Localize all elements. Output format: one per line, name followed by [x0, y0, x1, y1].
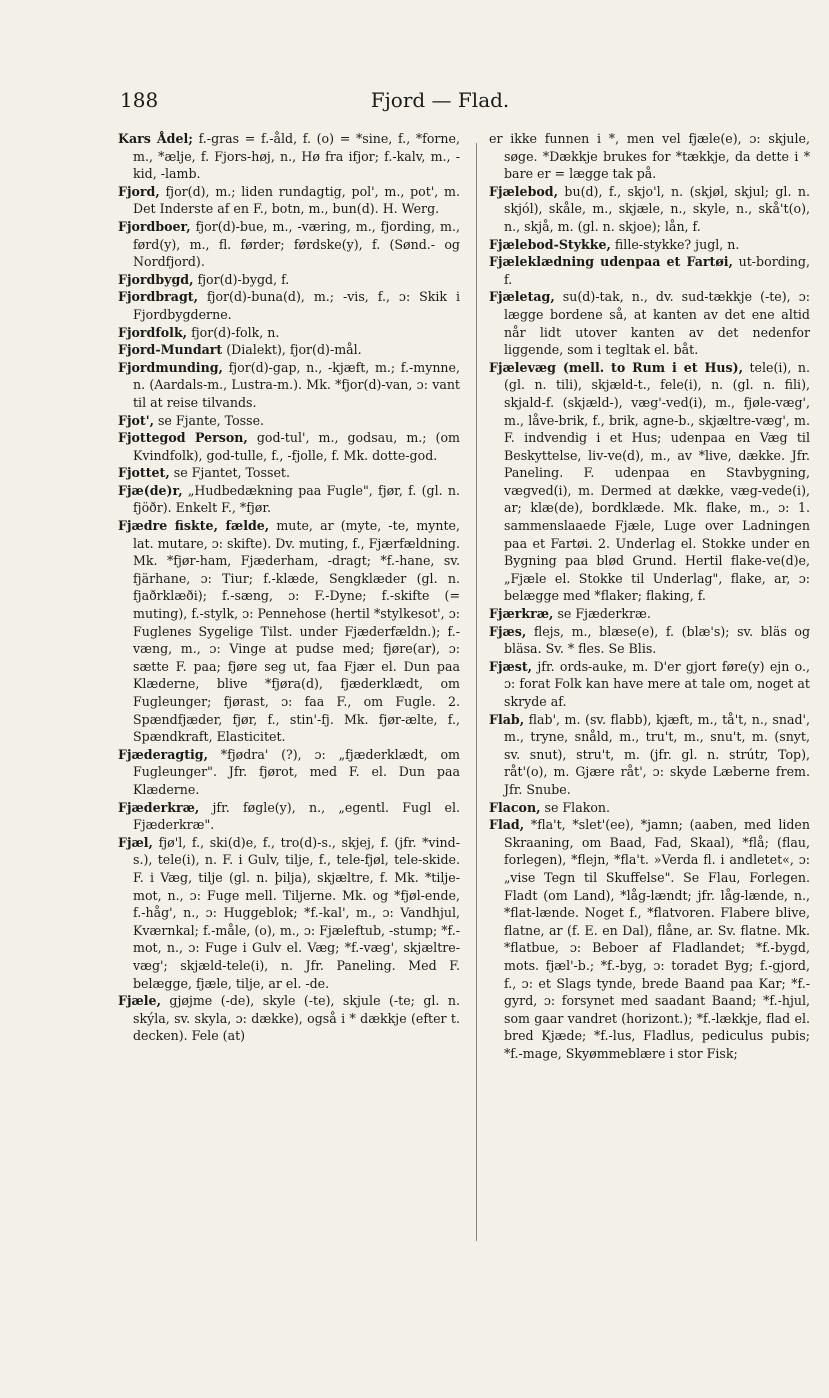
dictionary-entry [118, 429, 460, 464]
entry-definition: f.-gras = f.-åld, f. (o) = *sine, f., *forne, m., *ælje, f. Fjors-høj, n., Hø fra ifjor; f.-kalv, m., -kid, -lamb. [133, 131, 460, 182]
dictionary-entry [118, 324, 460, 342]
entry-definition: se Fjante, Tosse. [153, 412, 265, 428]
entry-definition: bu(d), f., skjo'l, n. (skjøl, skjul; gl. n. skjól), skåle, m., skjæle, n., skyle, n., skå't(o), n., skjå, m. (gl. n. skjoe); lån, f. [504, 183, 810, 234]
dictionary-entry [118, 271, 460, 289]
entry-definition: *fla't, *slet'(ee), *jamn; (aaben, med liden Skraaning, om Baad, Fad, Skaal), *flå; (flau, forlegen), *flejn, *fla't. »Verda fl. i andletet«, ɔ: „vise Tegn til Skuffelse". Se Flau, Forlegen. Fladt (om Land), *låg-lændt; jfr. låg-lænde, n., *flat-lænde. Noget f., *flatvoren. Flabere blive, flatne, ar (f. E. en Dal), flåne, ar. Sv. flatne. Mk. *flatbue, ɔ: Beboer af Fladlandet; *f.-bygd, mots. fjæl'-b.; *f.-byg, ɔ: toradet Byg; f.-gjord, f., ɔ: et Slags tynde, brede Baand paa Kar; *f.-gyrd, ɔ: forsynet med saadant Baand; *f.-hjul, som gaar vandret (horizont.); *f.-lækkje, flad el. bred Kjæde; *f.-lus, Fladlus, pediculus pubis; *f.-mage, Skyømmeblære i stor Fisk; [504, 817, 810, 1061]
dictionary-entry [118, 992, 460, 1045]
dictionary-entry [118, 412, 460, 430]
entry-headword: Fjord, [118, 183, 160, 199]
dictionary-entry [118, 183, 460, 218]
dictionary-entry [118, 799, 460, 834]
entry-headword: Fjæderkræ, [118, 799, 200, 815]
entry-definition: er ikke funnen i *, men vel fjæle(e), ɔ: skjule, søge. *Dækkje brukes for *tækkje, da dette i * bare er = lægge tak på. [489, 131, 810, 182]
entry-definition: god-tul', m., godsau, m.; (om Kvindfolk), god-tulle, f., -fjolle, f. Mk. dotte-god. [133, 430, 460, 463]
entry-definition: „Hudbedækning paa Fugle", fjør, f. (gl. n. fjöðr). Enkelt F., *fjør. [133, 482, 460, 516]
dictionary-entry [118, 746, 460, 799]
entry-headword: Fjord-Mundart [118, 342, 223, 358]
entry-headword: Fjædre fiskte, fælde, [118, 518, 270, 534]
entry-headword: Fjæ(de)r, [118, 482, 183, 498]
dictionary-entry [489, 658, 810, 711]
page-number: 188 [120, 88, 159, 112]
entry-headword: Fjottegod Person, [118, 430, 248, 446]
dictionary-entry [118, 517, 460, 746]
entry-definition: tele(i), n. (gl. n. tili), skjæld-t., fele(i), n. (gl. n. fili), skjald-f. (skjæld-), væg'-ved(i), m., fjøle-væg', m., låve-brik, f., brik, agne-b., skjæltre-væg', m. F. indvendig i et Hus; udenpaa en Væg til Beskyttelse, liv-ve(d), m., av *live, dække. Jfr. Paneling. F. udenpaa en Stavbygning, vægved(i), m. Dermed at dække, væg-vede(i), ar; klæ(de), bordklæde. Mk. flake, m., ɔ: 1. sammenslaaede Fjæle, Luge over Ladningen paa et Fartøi. 2. Underlag el. Stokke under en Bygning paa blød Grund. Hertil flake-ve(d)e, „Fjæle el. Stokke til Underlag", flake, ar, ɔ: belægge med *flaker; flaking, f. [504, 359, 810, 604]
entry-headword: Fjordmunding, [118, 359, 223, 375]
entry-definition: fjor(d)-buna(d), m.; -vis, f., ɔ: Skik i Fjordbygderne. [133, 289, 460, 322]
entry-headword: Fjæderagtig, [118, 746, 208, 762]
entry-definition: fjor(d)-bue, m., -væring, m., fjording, m., førd(y), m., fl. førder; førdske(y), f. (Sønd.- og Nordfjord). [133, 218, 460, 270]
page-header [120, 88, 760, 124]
entry-headword: Fjordboer, [118, 218, 191, 234]
dictionary-entry [489, 623, 810, 658]
dictionary-entry [118, 218, 460, 271]
entry-definition: flab', m. (sv. flabb), kjæft, m., tå't, n., snad', m., tryne, snåld, m., tru't, m., snu't, m. (snyt, sv. snut), stru't, m. (jfr. gl. n. strútr, Top), råt'(o), m. Gjære råt', ɔ: skyde Læberne frem. Jfr. Snube. [504, 711, 810, 797]
entry-definition: fjor(d)-gap, n., -kjæft, m.; f.-mynne, n. (Aardals-m., Lustra-m.). Mk. *fjor(d)-van, ɔ: vant til at reise tilvands. [133, 359, 460, 410]
entry-definition: se Fjantet, Tosset. [169, 465, 290, 481]
entry-headword: Fjordfolk, [118, 324, 188, 340]
entry-definition: fjø'l, f., ski(d)e, f., tro(d)-s., skjej, f. (jfr. *vind-s.), tele(i), n. F. i Gulv, tilje, f., tele-fjøl, tele-skide. F. i Væg, tilje (gl. n. þilja), skjæltre, f. Mk. *tilje-mot, n., ɔ: Fuge mell. Tiljerne. Mk. og *fjøl-ende, f.-håg', n., ɔ: Huggeblok; *f.-kal', m., ɔ: Vandhjul, Kværnkal; f.-måle, (o), m., ɔ: Fjæleftub, -stump; *f.-mot, n., ɔ: Fuge i Gulv el. Væg; *f.-væg', skjæltre-væg'; skjæld-tele(i), n. Jfr. Paneling. Med F. belægge, fjæle, tilje, ar el. -de. [133, 834, 460, 991]
dictionary-entry [489, 288, 810, 358]
entry-headword: Flab, [489, 711, 525, 727]
entry-headword: Fjæl, [118, 834, 153, 850]
entry-definition: jfr. føgle(y), n., „egentl. Fugl el. Fjæderkræ". [133, 799, 460, 833]
dictionary-entry [489, 359, 810, 605]
running-head: Fjord — Flad. [370, 88, 510, 112]
entry-definition: fjor(d)-folk, n. [187, 324, 280, 340]
dictionary-entry [489, 816, 810, 1062]
dictionary-entry [489, 605, 810, 623]
dictionary-entry [489, 711, 810, 799]
entry-definition: mute, ar (myte, -te, mynte, lat. mutare, ɔ: skifte). Dv. muting, f., Fjærfældning. Mk. *fjør-ham, Fjæderham, -dragt; *f.-hane, sv. fjärhane, ɔ: Tiur; f.-klæde, Sengklæder (gl. n. fjaðrklæði); f.-sæng, ɔ: F.-Dyne; f.-skifte (= muting), f.-stylk, ɔ: Pennehose (hertil *stylkesot', ɔ: Fuglenes Sygelige Tilst. under Fjæderfældn.); f.-væng, m., ɔ: Vinge at pudse med; fjøre(ar), ɔ: sætte F. paa; fjøre seg ut, faa Fjær el. Dun paa Klæderne, blive *fjøra(d), fjæderklædt, om Fugleunger; fjørast, ɔ: faa F., om Fugle. 2. Spændfjæder, fjør, f., stin'-fj. Mk. fjør-ælte, f., Spændkraft, Elasticitet. [133, 518, 460, 745]
entry-definition: gjøjme (-de), skyle (-te), skjule (-te; gl. n. skýla, sv. skyla, ɔ: dække), også i * dækkje (efter t. decken). Fele (at) [133, 993, 460, 1044]
dictionary-entry [489, 183, 810, 236]
entry-headword: Fjælevæg (mell. to Rum i et Hus), [489, 359, 743, 375]
entry-headword: Fjæletag, [489, 289, 555, 305]
entry-headword: Fjottet, [118, 465, 170, 481]
entry-headword: Flacon, [489, 799, 541, 815]
dictionary-entry [489, 799, 810, 817]
entry-headword: Fjæleklædning udenpaa et Fartøi, [489, 254, 733, 270]
entry-definition: ut-bording, f. [504, 254, 810, 287]
dictionary-entry [489, 236, 810, 254]
entry-definition: su(d)-tak, n., dv. sud-tækkje (-te), ɔ: lægge bordene så, at kanten av det ene altid når lidt utover kanten av det nedenfor liggende, som i tegltak el. båt. [504, 289, 810, 358]
dictionary-entry [489, 253, 810, 288]
dictionary-entry [489, 130, 810, 183]
dictionary-entry [118, 834, 460, 992]
dictionary-entry [118, 464, 460, 482]
entry-headword: Flad, [489, 817, 525, 833]
entry-definition: se Flakon. [540, 799, 611, 815]
entry-headword: Fjærkræ, [489, 606, 554, 622]
entry-headword: Fjæs, [489, 623, 527, 639]
entry-definition: se Fjæderkræ. [553, 606, 651, 622]
dictionary-entry [118, 482, 460, 517]
entry-definition: flejs, m., blæse(e), f. (blæ's); sv. bläs og bläsa. Sv. * fles. Se Blis. [504, 623, 810, 657]
entry-definition: jfr. ords-auke, m. D'er gjort føre(y) ejn o., ɔ: forat Folk kan have mere at tale om, noget at skryde af. [504, 658, 810, 709]
right-column [489, 130, 810, 1278]
entry-headword: Fjordbragt, [118, 289, 198, 305]
entry-definition: fjor(d), m.; liden rundagtig, pol', m., pot', m. Det Inderste af en F., botn, m., bun(d). H. Werg. [133, 183, 460, 217]
entry-headword: Fjot', [118, 412, 154, 428]
entry-headword: Fjordbygd, [118, 271, 194, 287]
entry-headword: Fjæst, [489, 658, 533, 674]
entry-headword: Fjæle, [118, 993, 161, 1009]
entry-headword: Fjælebod-Stykke, [489, 236, 611, 252]
dictionary-entry [118, 130, 460, 183]
dictionary-entry [118, 341, 460, 359]
entry-definition: fille-stykke? jugl, n. [610, 236, 740, 252]
entry-headword: Kars Ådel; [118, 131, 193, 146]
entry-headword: Fjælebod, [489, 183, 558, 199]
dictionary-entry [118, 359, 460, 412]
entry-definition: fjor(d)-bygd, f. [193, 271, 290, 287]
column-divider [476, 143, 477, 1241]
left-column [118, 130, 460, 1278]
entry-definition: *fjødra' (?), ɔ: „fjæderklædt, om Fugleunger". Jfr. fjørot, med F. el. Dun paa Klæderne. [133, 746, 460, 797]
dictionary-entry [118, 288, 460, 323]
entry-definition: (Dialekt), fjor(d)-mål. [222, 342, 362, 358]
